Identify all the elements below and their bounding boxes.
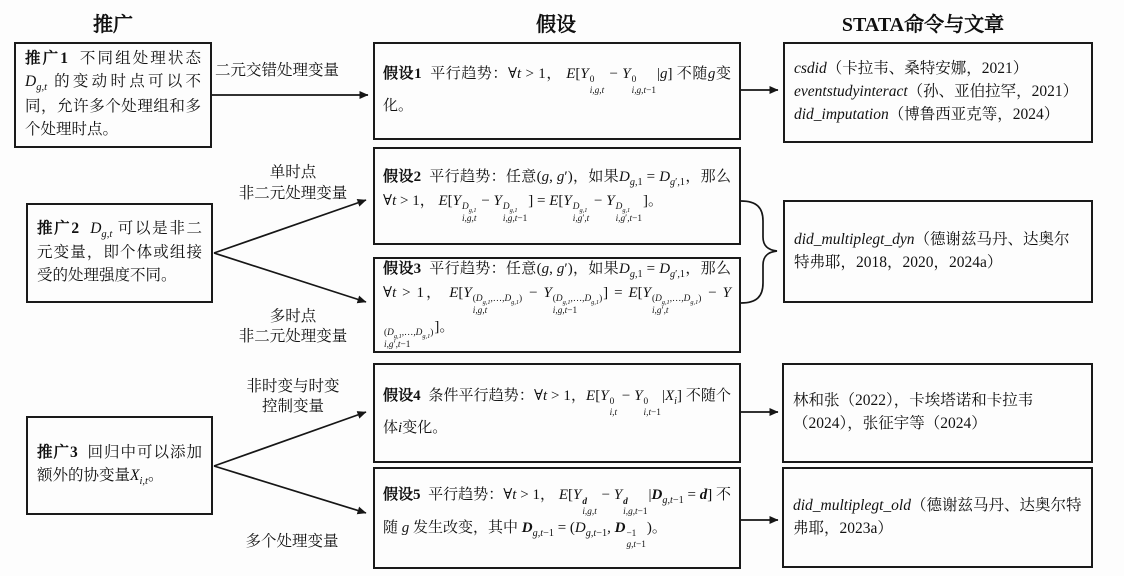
assumption-1-text: 假设1 平行趋势：∀t > 1， E[Y 0 i,g,t − Y 0 i,g,t−1 |g] 不随g变化。 bbox=[383, 65, 731, 115]
assumption-2-text: 假设2 平行趋势：任意(g, g′)，如果$D_{g,1} = D_{g',1}$，那么 ∀t > 1， E[Y $D_{g,1}$ i,g,t − Y $D_{g,1}$ i,g,t−1 ] = E[Y $D_{g,1}$ i,g′,t − Y $D_{g,1}$ i,g′,t−1 ]。 bbox=[383, 169, 731, 225]
edge-label-controls-line1: 非时变与时变 bbox=[246, 378, 340, 395]
ref-1-text: csdid（卡拉韦、桑特安娜，2021） eventstudyinteract（孙、亚伯拉罕，2021） did_imputation（博鲁西亚克等，2024） bbox=[794, 60, 1079, 123]
ref-3-text: 林和张（2022），卡埃塔诺和卡拉韦（2024），张征宇等（2024） bbox=[793, 392, 1034, 432]
box-ref-3 bbox=[782, 363, 1093, 463]
box-ref-1 bbox=[783, 42, 1093, 143]
ref-2-text: did_multiplegt_dyn（德谢兹马丹、达奥尔特弗耶，2018，2020，2024a） bbox=[794, 230, 1070, 271]
edge-label-controls-line2: 控制变量 bbox=[261, 398, 325, 415]
assumption-4-text: 假设4 条件平行趋势：∀t > 1，E[Y 0 i,t − Y 0 i,t−1 $|X_i$] 不随个体i变化。 bbox=[383, 387, 731, 437]
box-assumption-1 bbox=[373, 42, 741, 140]
column-header-assumption: 假设 bbox=[536, 14, 576, 36]
assumption-3-text: 假设3 平行趋势：任意(g, g′)，如果$D_{g,1} = D_{g',1}$，那么 ∀t > 1， E[Y $(D_{g,1},\dots,D_{g,1})$ i,g,t − Y $(D_{g,1},\dots,D_{g,1})$ i,g,t−1 ] = E[Y $(D_{g,1},\dots,D_{g,1})$ i,g′,t − Y $(D_{g,1},\dots,D_{g,1})$ i,g′,t−1 ]。 bbox=[383, 261, 731, 351]
ref-4-text: did_multiplegt_old（德谢兹马丹、达奥尔特弗耶，2023a） bbox=[793, 496, 1082, 537]
edge-label-single-time-line2: 非二元处理变量 bbox=[238, 185, 348, 202]
box-ref-4 bbox=[782, 467, 1093, 568]
edge-label-multi-time-line2: 非二元处理变量 bbox=[238, 328, 348, 345]
edge-label-single-time-line1: 单时点 bbox=[269, 164, 317, 181]
box-assumption-5 bbox=[373, 467, 741, 569]
generalization-2-text: 推广2 $D_{g,t}$ 可以是非二元变量，即个体或组接受的处理强度不同。 bbox=[37, 219, 202, 285]
box-assumption-2 bbox=[373, 147, 741, 245]
edge-label-multi-treatment: 多个处理变量 bbox=[245, 533, 339, 550]
arrow-generalization3-to-assumption5 bbox=[214, 466, 366, 513]
box-assumption-3 bbox=[373, 257, 741, 353]
box-generalization-3 bbox=[26, 416, 213, 515]
box-generalization-1 bbox=[14, 42, 212, 148]
arrow-generalization2-to-assumption3 bbox=[214, 253, 366, 302]
box-generalization-2 bbox=[26, 203, 213, 303]
generalization-3-text: 推广3 回归中可以添加额外的协变量$X_{i,t}$。 bbox=[37, 443, 202, 487]
arrow-generalization2-to-assumption2 bbox=[214, 200, 366, 253]
edge-label-multi-time-line1: 多时点 bbox=[269, 308, 317, 325]
column-header-stata: STATA命令与文章 bbox=[841, 14, 1005, 36]
edge-label-binary-staggered: 二元交错处理变量 bbox=[214, 62, 340, 79]
box-ref-2 bbox=[783, 200, 1093, 303]
assumption-5-text: 假设5 平行趋势：∀t > 1， E[Y d i,g,t − Y d i,g,t−1 $|D_{g,t-1} = d$] 不随 g 发生改变，其中 $D_{g,t-1} = (D_{g,t-1}$, D −1 g,t−1 )。 bbox=[383, 487, 732, 550]
generalization-1-text: 推广1 不同组处理状态$D_{g,t}$ 的变动时点可以不同，允许多个处理组和多个处理时点。 bbox=[25, 50, 201, 138]
arrow-generalization3-to-assumption4 bbox=[214, 412, 366, 466]
column-header-generalization: 推广 bbox=[93, 14, 133, 36]
brace-assumptions2-3-to-ref2 bbox=[741, 201, 777, 303]
box-assumption-4 bbox=[373, 363, 741, 463]
